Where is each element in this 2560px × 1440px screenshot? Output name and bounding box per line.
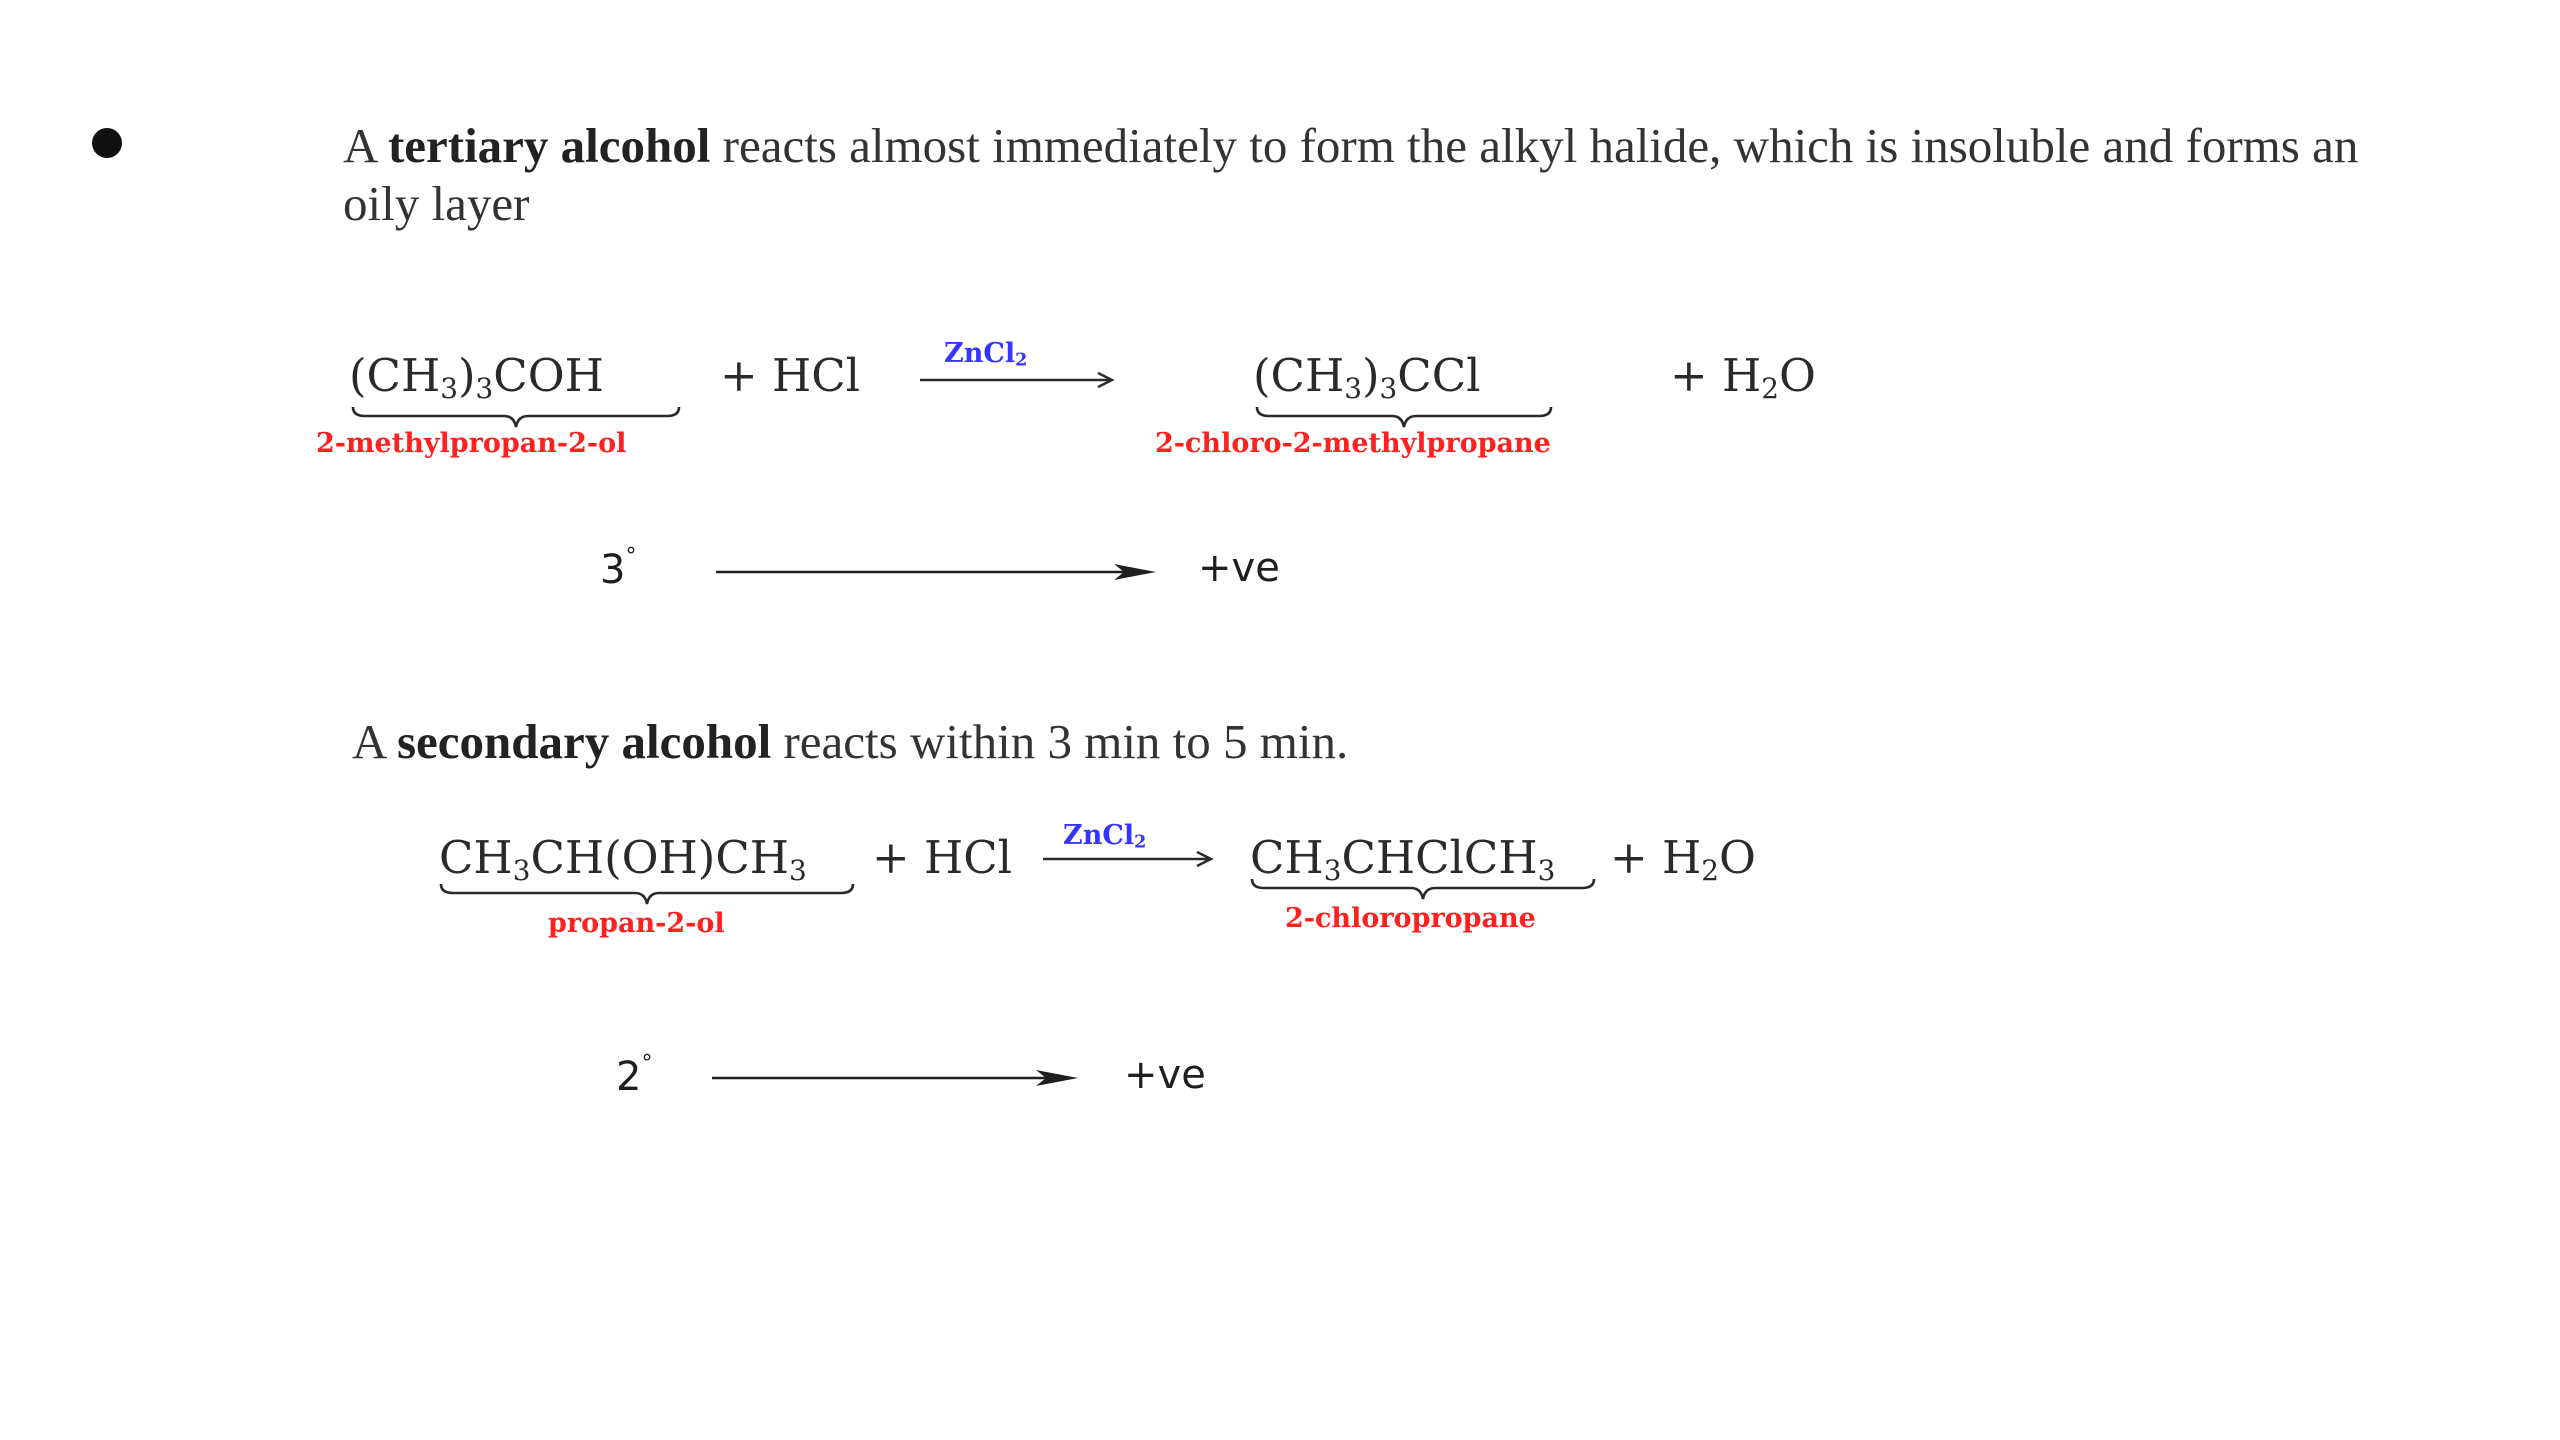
secondary-description: reacts within 3 min to 5 min. — [771, 714, 1349, 769]
tertiary-product-name: 2-chloro-2-methylpropane — [1155, 428, 1551, 459]
secondary-test-result: +ve — [1124, 1052, 1206, 1098]
tertiary-reactant-underbrace — [351, 405, 681, 429]
secondary-catalyst: ZnCl$_2$ — [1063, 820, 1147, 853]
tertiary-reagent-hcl: + HCl — [720, 349, 861, 402]
tertiary-description-cont: oily layer — [343, 176, 530, 231]
bullet-point — [92, 128, 122, 158]
tertiary-water: + $H_2O$ — [1670, 349, 1816, 405]
secondary-product-name: 2-chloropropane — [1285, 903, 1536, 934]
tertiary-description: reacts almost immediately to form the alkyl halide, which is insoluble and forms an — [710, 118, 2359, 173]
secondary-reactant-underbrace — [439, 882, 855, 906]
tertiary-prefix: A — [343, 118, 388, 173]
tertiary-product-formula: $(CH_3)_3CCl$ — [1253, 349, 1481, 405]
tertiary-paragraph-line-2 — [343, 175, 529, 233]
secondary-reaction-arrow — [1041, 847, 1221, 876]
secondary-paragraph — [352, 713, 1348, 771]
secondary-reagent-hcl: + HCl — [872, 831, 1013, 884]
secondary-degree-label: 2° — [616, 1051, 653, 1100]
tertiary-catalyst: ZnCl$_2$ — [944, 338, 1028, 371]
tertiary-reactant-formula: $(CH_3)_3COH$ — [349, 349, 604, 405]
tertiary-reaction-arrow — [918, 368, 1118, 397]
tertiary-reactant-name: 2-methylpropan-2-ol — [316, 428, 627, 459]
tertiary-product-underbrace — [1255, 405, 1553, 429]
secondary-prefix: A — [352, 714, 397, 769]
secondary-test-arrow — [712, 1063, 1082, 1098]
tertiary-alcohol-term: tertiary alcohol — [387, 118, 711, 173]
secondary-reactant-name: propan-2-ol — [548, 908, 725, 939]
secondary-product-formula: $CH_3CHClCH_3$ — [1250, 831, 1556, 887]
tertiary-test-arrow — [716, 557, 1160, 592]
tertiary-test-result: +ve — [1198, 545, 1280, 591]
tertiary-paragraph-line-1 — [343, 117, 2358, 175]
secondary-water: + $H_2O$ — [1610, 831, 1756, 887]
secondary-reactant-formula: $CH_3CH(OH)CH_3$ — [439, 831, 807, 887]
secondary-product-underbrace — [1250, 877, 1596, 901]
secondary-alcohol-term: secondary alcohol — [396, 714, 772, 769]
tertiary-degree-label: 3° — [600, 544, 637, 593]
